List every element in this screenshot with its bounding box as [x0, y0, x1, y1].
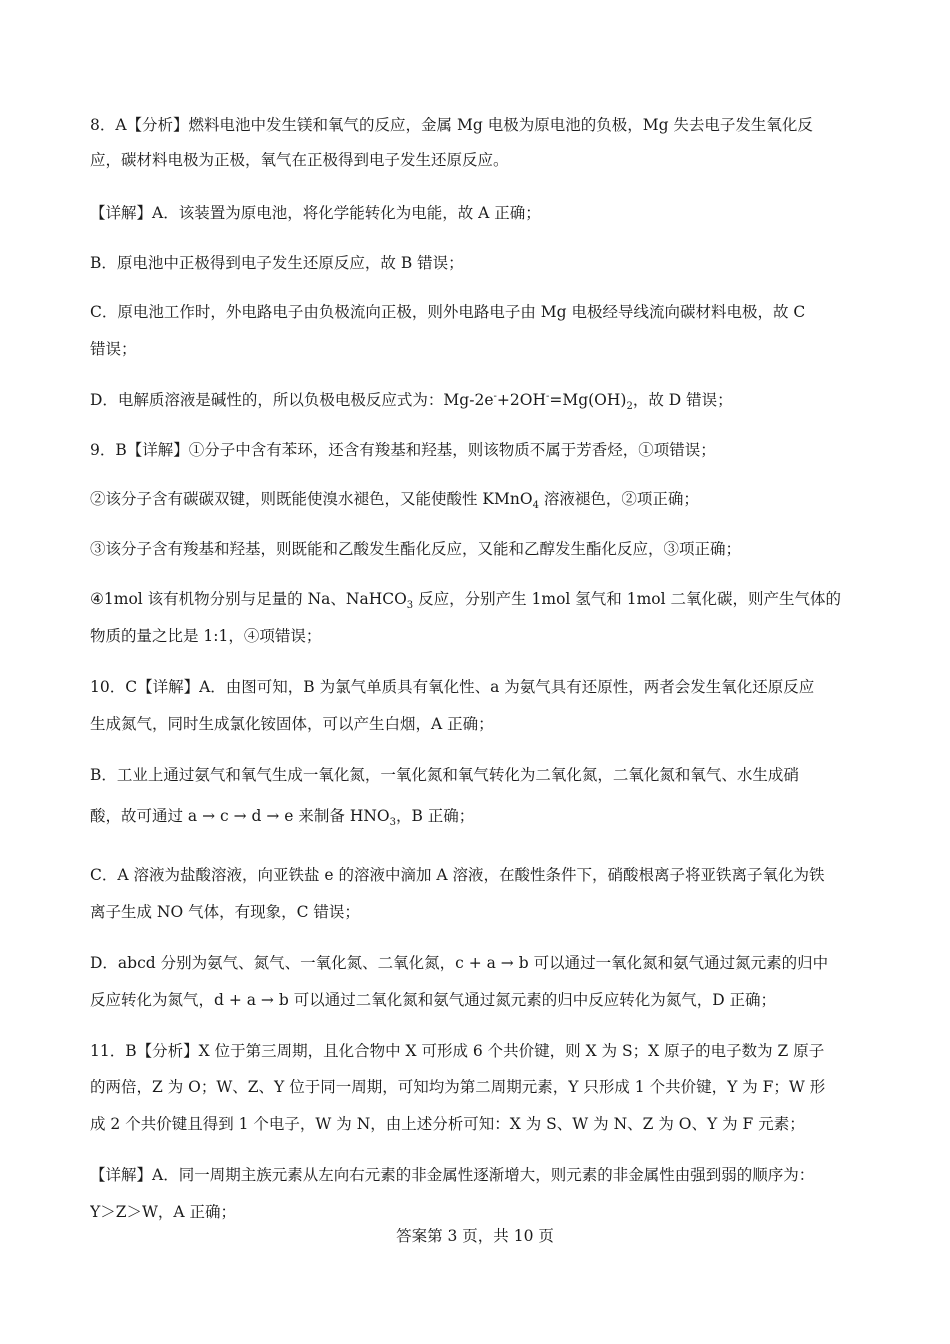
text-line: 应，碳材料电极为正极，氧气在正极得到电子发生还原反应。 — [90, 151, 509, 169]
text-line: 反应转化为氮气，d + a → b 可以通过二氧化氮和氨气通过氮元素的归中反应转化为氮气，D 正确； — [90, 991, 777, 1009]
text-line: 9．B【详解】①分子中含有苯环，还含有羧基和羟基，则该物质不属于芳香烃，①项错误； — [90, 441, 716, 459]
text-line — [90, 390, 865, 410]
text-segment: ，B 正确； — [395, 807, 475, 825]
text-line: ③该分子含有羧基和羟基，则既能和乙酸发生酯化反应，又能和乙醇发生酯化反应，③项正确； — [90, 540, 742, 558]
text-segment: ②该分子含有碳碳双键，则既能使溴水褪色，又能使酸性 KMnO — [90, 490, 533, 508]
text-line: 的两倍，Z 为 O；W、Z、Y 位于同一周期，可知均为第二周期元素，Y 只形成 1 个共价键，Y 为 F；W 形 — [90, 1078, 826, 1096]
text-line: B．原电池中正极得到电子发生还原反应，故 B 错误； — [90, 254, 464, 272]
text-line: 11．B【分析】X 位于第三周期，且化合物中 X 可形成 6 个共价键，则 X 为 S；X 原子的电子数为 Z 原子 — [90, 1042, 825, 1060]
subscript: 3 — [406, 600, 414, 609]
text-line: 【详解】A．该装置为原电池，将化学能转化为电能，故 A 正确； — [90, 204, 541, 222]
text-line: D．abcd 分别为氨气、氮气、一氧化氮、二氧化氮，c + a → b 可以通过一氧化氮和氨气通过氮元素的归中 — [90, 954, 829, 972]
text-line: 离子生成 NO 气体，有现象，C 错误； — [90, 903, 360, 921]
text-segment: +2OH — [496, 391, 546, 409]
superscript: - — [545, 390, 550, 402]
text-line — [90, 489, 865, 509]
subscript: 2 — [626, 401, 633, 410]
text-segment: ，故 D 错误； — [632, 391, 733, 409]
text-line: 成 2 个共价键且得到 1 个电子，W 为 N，由上述分析可知：X 为 S、W 为 N、Z 为 O、Y 为 F 元素； — [90, 1115, 805, 1133]
text-line — [90, 589, 865, 609]
page-footer: 答案第 3 页，共 10 页 — [396, 1227, 554, 1245]
subscript: 4 — [532, 500, 539, 509]
text-segment: 溶液褪色，②项正确； — [538, 490, 699, 508]
text-segment: ④1mol 该有机物分别与足量的 Na、NaHCO — [90, 590, 407, 608]
superscript: - — [493, 390, 497, 402]
subscript: 3 — [389, 817, 396, 826]
text-segment: 反应，分别产生 1mol 氢气和 1mol 二氧化碳，则产生气体的 — [413, 590, 842, 608]
text-line: 8．A【分析】燃料电池中发生镁和氧气的反应，金属 Mg 电极为原电池的负极，Mg 失去电子发生氧化反 — [90, 116, 813, 134]
text-line: 【详解】A．同一周期主族元素从左向右元素的非金属性逐渐增大，则元素的非金属性由强到弱的顺序为： — [90, 1166, 815, 1184]
text-segment: 酸，故可通过 a → c → d → e 来制备 HNO — [90, 807, 390, 825]
text-line: Y＞Z＞W，A 正确； — [90, 1203, 237, 1221]
text-segment: =Mg(OH) — [549, 391, 627, 409]
text-segment: D．电解质溶液是碱性的，所以负极电极反应式为：Mg-2e — [90, 391, 494, 409]
text-line: B．工业上通过氨气和氧气生成一氧化氮，一氧化氮和氧气转化为二氧化氮，二氧化氮和氧气、水生成硝 — [90, 766, 799, 784]
text-line: 10．C【详解】A．由图可知，B 为氯气单质具有氧化性、a 为氨气具有还原性，两者会发生氧化还原反应 — [90, 678, 815, 696]
text-line: C．A 溶液为盐酸溶液，向亚铁盐 e 的溶液中滴加 A 溶液，在酸性条件下，硝酸根离子将亚铁离子氧化为铁 — [90, 866, 825, 884]
text-line: C．原电池工作时，外电路电子由负极流向正极，则外电路电子由 Mg 电极经导线流向碳材料电极，故 C — [90, 303, 806, 321]
text-line: 生成氮气，同时生成氯化铵固体，可以产生白烟，A 正确； — [90, 715, 494, 733]
text-line — [90, 806, 865, 826]
text-line: 物质的量之比是 1:1，④项错误； — [90, 627, 322, 645]
text-line: 错误； — [90, 340, 137, 358]
